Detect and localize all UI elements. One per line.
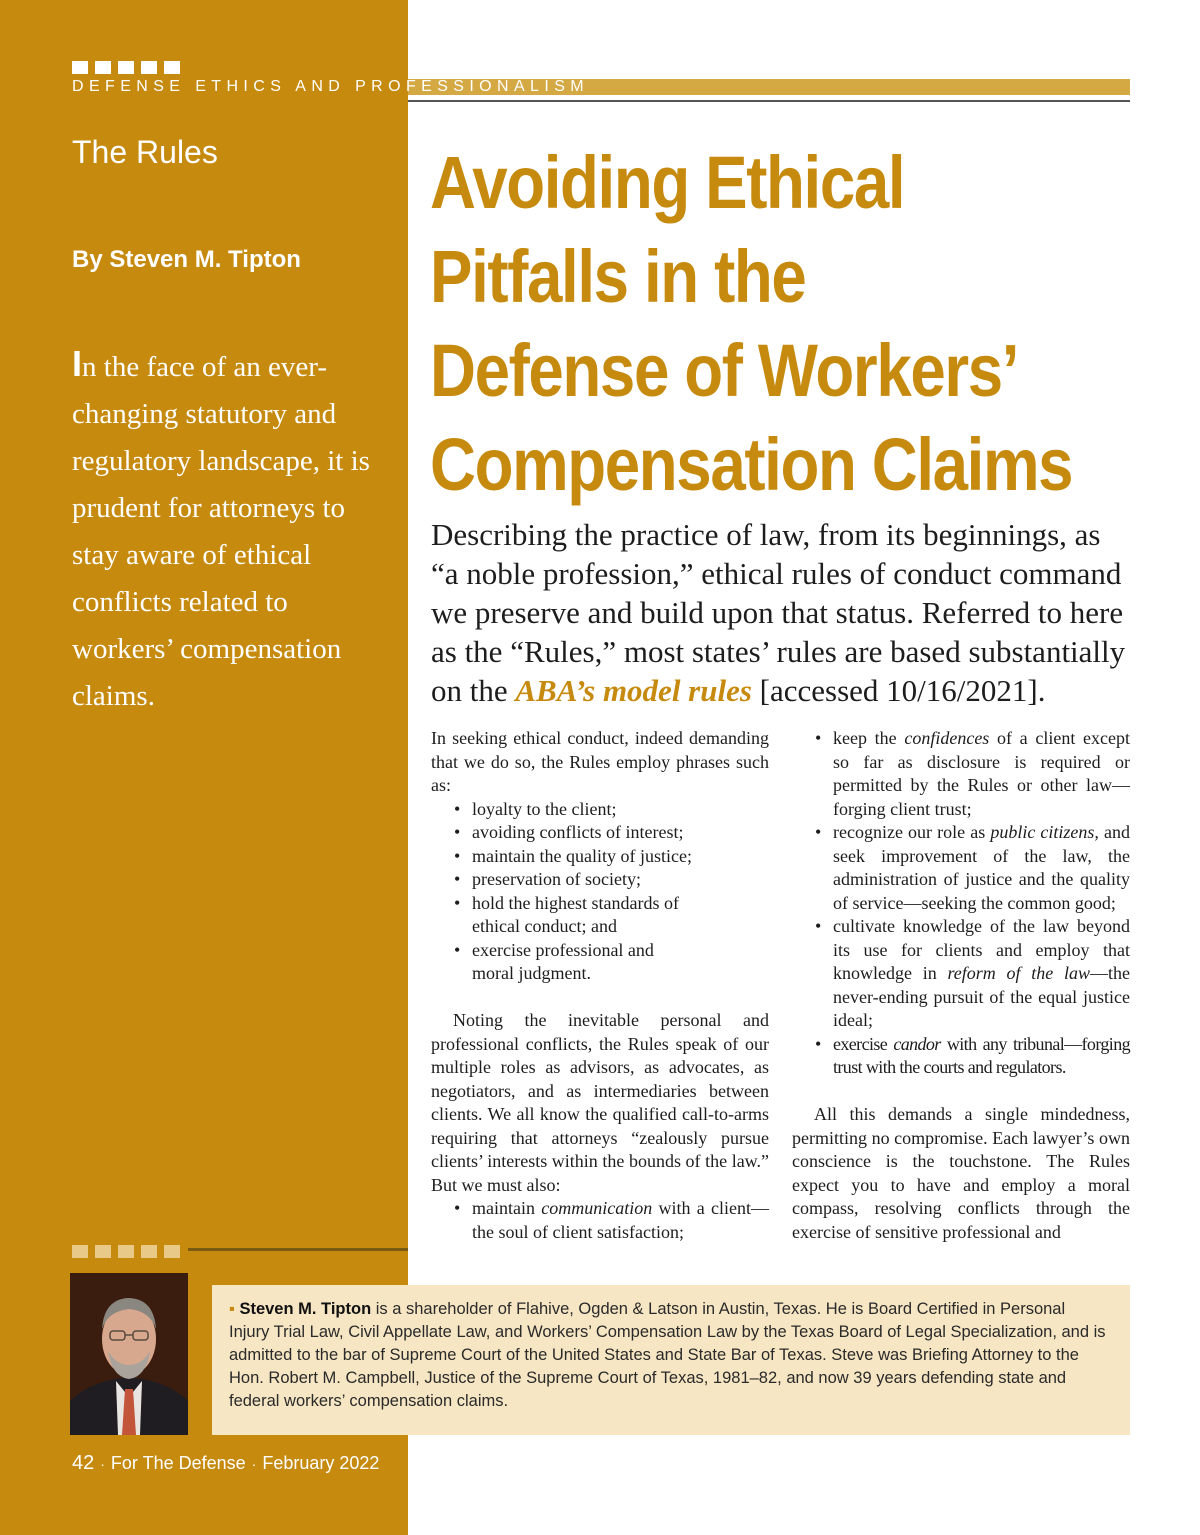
- list-item: • keep the confidences of a client except so far as disclosure is required or permitted by the Rules or other law—forging client trust;: [833, 727, 1130, 821]
- pull-quote: [72, 340, 382, 720]
- pull-quote-dropcap: I: [72, 343, 83, 384]
- body-column-1: [431, 727, 769, 1244]
- list-item: • exercise professional and moral judgment.: [472, 939, 769, 986]
- issue-date: February 2022: [262, 1453, 380, 1473]
- body-paragraph: All this demands a single mindedness, permitting no compromise. Each lawyer’s own conscience is the touchstone. The Rules expect you to have and employ a moral compass, resolving conflicts through the exercise of sensitive professional and: [792, 1104, 1130, 1242]
- rubric: The Rules: [72, 134, 218, 170]
- list-item: • recognize our role as public citizens, and seek improvement of the law, the administration of justice and the quality of service—seeking the common good;: [833, 821, 1130, 915]
- list-item: • hold the highest standards of ethical conduct; and: [472, 892, 769, 939]
- header-rule: [408, 100, 1130, 102]
- bio-rule: [188, 1248, 408, 1251]
- footer-separator: ·: [251, 1456, 257, 1472]
- deck-text: Describing the practice of law, from its beginnings, as “a noble profession,” ethical rules of conduct command we preserve and build upon that status. Referred to here as the “Rules,” most states’ rules are based substantially on the: [431, 517, 1126, 708]
- obligations-list-continued: [792, 727, 1130, 1080]
- article-title: [430, 136, 1073, 512]
- decorative-squares-bottom: [72, 1245, 180, 1258]
- publication-name: For The Defense: [110, 1453, 246, 1473]
- decorative-squares-top: [72, 61, 180, 74]
- obligations-list: [431, 1197, 769, 1244]
- list-item: • maintain the quality of justice;: [472, 845, 769, 869]
- author-bio: [229, 1298, 1109, 1413]
- pull-quote-text: n the face of an ever-changing statutory and regulatory landscape, it is prudent for attorneys to stay aware of ethical conflicts related to workers’ compensation claims.: [72, 351, 370, 712]
- body-paragraph: In seeking ethical conduct, indeed demanding that we do so, the Rules employ phrases such as:: [431, 728, 769, 795]
- list-item: • maintain communication with a client—the soul of client satisfaction;: [472, 1197, 769, 1244]
- body-column-2: [792, 727, 1130, 1244]
- bio-text: is a shareholder of Flahive, Ogden & Latson in Austin, Texas. He is Board Certified in Personal Injury Trial Law, Civil Appellate Law, and Workers’ Compensation Law by the Texas Board of Legal Specialization, and is admitted to the bar of Supreme Court of the United States and State Bar of Texas. Steve was Briefing Attorney to the Hon. Robert M. Campbell, Justice of the Supreme Court of Texas, 1981–82, and now 39 years defending state and federal workers’ compensation claims.: [229, 1300, 1106, 1410]
- byline: By Steven M. Tipton: [72, 246, 301, 273]
- title-line: Compensation Claims: [430, 423, 1073, 506]
- list-item: • loyalty to the client;: [472, 798, 769, 822]
- list-item: • exercise candor with any tribunal—forging trust with the courts and regulators.: [833, 1033, 1130, 1080]
- aba-model-rules-link[interactable]: ABA’s model rules: [515, 673, 752, 708]
- body-paragraph: Noting the inevitable personal and professional conflicts, the Rules speak of our multiple roles as advisors, as advocates, as negotiators, and as intermediaries between clients. We all know the qualified call-to-arms requiring that attorneys “zealously pursue clients’ interests within the bounds of the law.” But we must also:: [431, 1010, 769, 1195]
- bio-bullet: ▪: [229, 1300, 235, 1318]
- ethics-phrase-list: [431, 798, 769, 986]
- list-item: • avoiding conflicts of interest;: [472, 821, 769, 845]
- author-photo: [70, 1273, 188, 1435]
- page-number: 42: [72, 1452, 95, 1474]
- list-item: • preservation of society;: [472, 868, 769, 892]
- list-item: • cultivate knowledge of the law beyond its use for clients and employ that knowledge in reform of the law—the never-ending pursuit of the equal justice ideal;: [833, 915, 1130, 1033]
- article-deck: [431, 515, 1131, 710]
- title-line: Avoiding Ethical: [430, 141, 905, 224]
- deck-text-end: [accessed 10/16/2021].: [751, 673, 1046, 708]
- footer-separator: ·: [100, 1456, 105, 1472]
- title-line: Pitfalls in the: [430, 235, 806, 318]
- title-line: Defense of Workers’: [430, 329, 1019, 412]
- page-footer: [72, 1452, 379, 1475]
- section-label: DEFENSE ETHICS AND PROFESSIONALISM: [72, 78, 589, 95]
- bio-author-name: Steven M. Tipton: [239, 1300, 372, 1318]
